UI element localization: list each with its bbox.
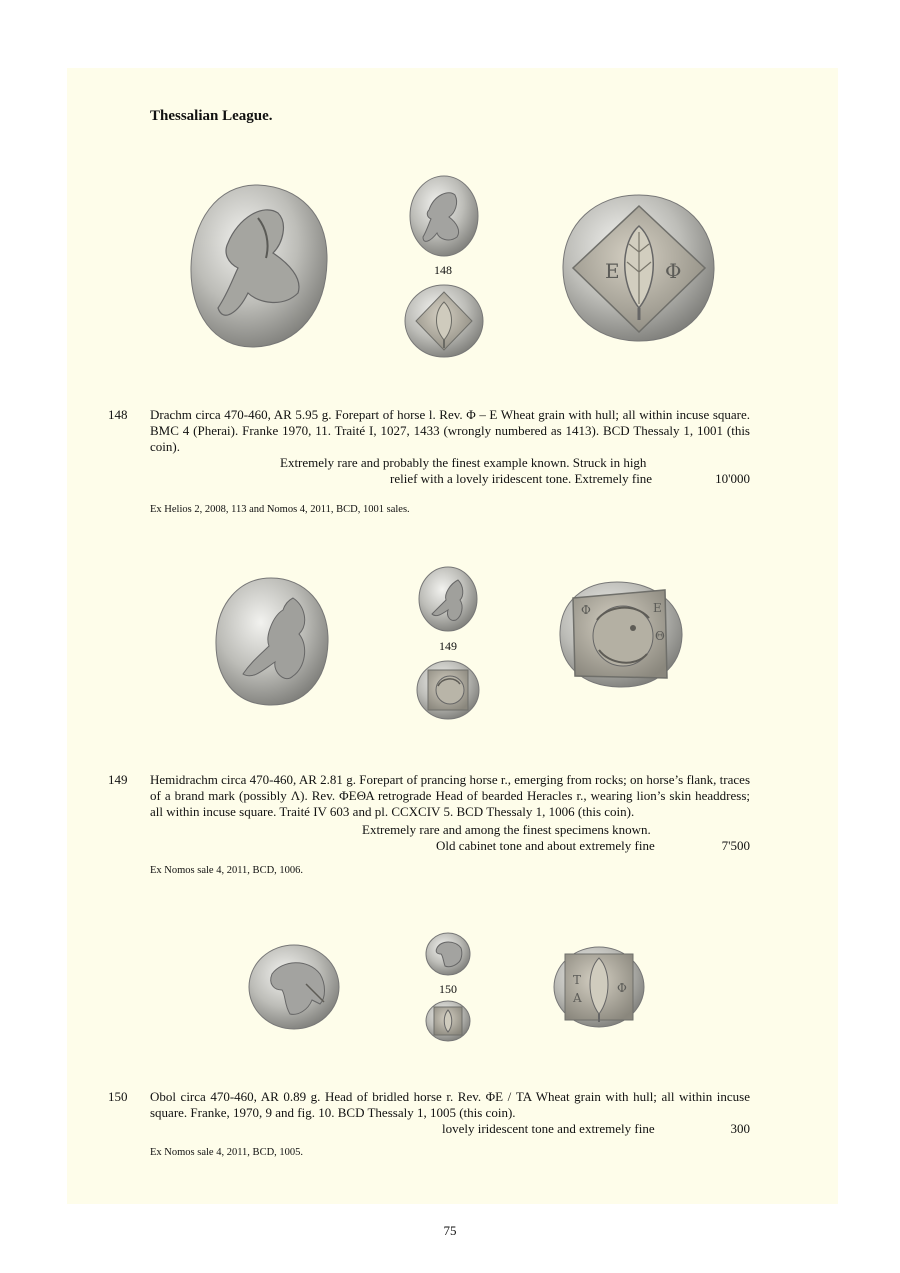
lot-150-provenance: Ex Nomos sale 4, 2011, BCD, 1005. [150, 1147, 304, 1158]
lot-148-grade-line1: Extremely rare and probably the finest example known. Struck in high [280, 455, 647, 470]
lot-149-price: 7'500 [721, 838, 750, 853]
coin-150-obverse-small [425, 932, 471, 976]
coin-149-letter-c: Θ [655, 629, 665, 643]
coin-150-letter-c: Φ [617, 981, 627, 995]
coin-148-letter-right: Φ [665, 259, 682, 283]
lot-150-description: Obol circa 470-460, AR 0.89 g. Head of bridled horse r. Rev. ΦΕ / TA Wheat grain with hull; all within incuse square. Franke, 1970, 9 and fig. 10. BCD Thessaly 1, 1005 (this coin). [150, 1089, 750, 1120]
coin-148-letter-left: Ε [605, 259, 620, 283]
coin-150-reverse-small [425, 1000, 471, 1042]
lot-149-grade-line2: Old cabinet tone and about extremely fine [436, 838, 655, 853]
coin-149-letter-a: Φ [581, 603, 591, 617]
coin-149-obverse-large [213, 576, 331, 708]
coin-150-reverse-large [553, 946, 645, 1028]
page-number: 75 [443, 1223, 457, 1238]
coin-148-reverse-small [404, 284, 484, 358]
coin-148-obverse-large [188, 183, 330, 349]
lot-149-number: 149 [108, 772, 128, 787]
lot-150-number: 150 [108, 1089, 128, 1104]
lot-149-grade-line1: Extremely rare and among the finest specimens known. [362, 822, 651, 837]
lot-149-image-label: 149 [439, 639, 457, 653]
coin-149-reverse-large [557, 580, 685, 690]
lot-148-number: 148 [108, 407, 128, 422]
coin-148-reverse-large [559, 192, 717, 344]
coin-149-reverse-small [416, 660, 480, 720]
lot-148-description: Drachm circa 470-460, AR 5.95 g. Forepart of horse l. Rev. Φ – E Wheat grain with hull; all within incuse square. BMC 4 (Pherai). Franke 1970, 11. Traité I, 1027, 1433 (wrongly numbered as 1413). BCD Thessaly 1, 1001 (this coin). [150, 407, 750, 454]
section-title: Thessalian League. [150, 108, 273, 124]
coin-149-letter-b: Ε [653, 601, 662, 615]
coin-150-letter-b: Α [573, 991, 582, 1005]
lot-148-image-label: 148 [434, 263, 452, 277]
coin-150-obverse-large [248, 944, 340, 1030]
coin-149-obverse-small [418, 566, 478, 632]
lot-149-provenance: Ex Nomos sale 4, 2011, BCD, 1006. [150, 865, 304, 876]
lot-150-grade-line2: lovely iridescent tone and extremely fine [442, 1121, 655, 1136]
lot-148-price: 10'000 [715, 471, 750, 486]
lot-148-provenance: Ex Helios 2, 2008, 113 and Nomos 4, 2011, BCD, 1001 sales. [150, 504, 410, 515]
lot-148-grade-line2: relief with a lovely iridescent tone. Extremely fine [390, 471, 653, 486]
coin-148-obverse-small [409, 175, 479, 257]
lot-150-price: 300 [730, 1121, 750, 1136]
lot-150-image-label: 150 [439, 982, 457, 996]
coin-150-letter-a: Τ [573, 973, 582, 987]
lot-149-description: Hemidrachm circa 470-460, AR 2.81 g. Forepart of prancing horse r., emerging from rocks; on horse’s flank, traces of a brand mark (possibly Λ). Rev. ΦΕΘΑ retrograde Head of bearded Heracles r., wearing lion’s skin headdress; all within incuse square. Traité IV 603 and pl. CCXCIV 5. BCD Thessaly 1, 1006 (this coin). [150, 772, 750, 819]
